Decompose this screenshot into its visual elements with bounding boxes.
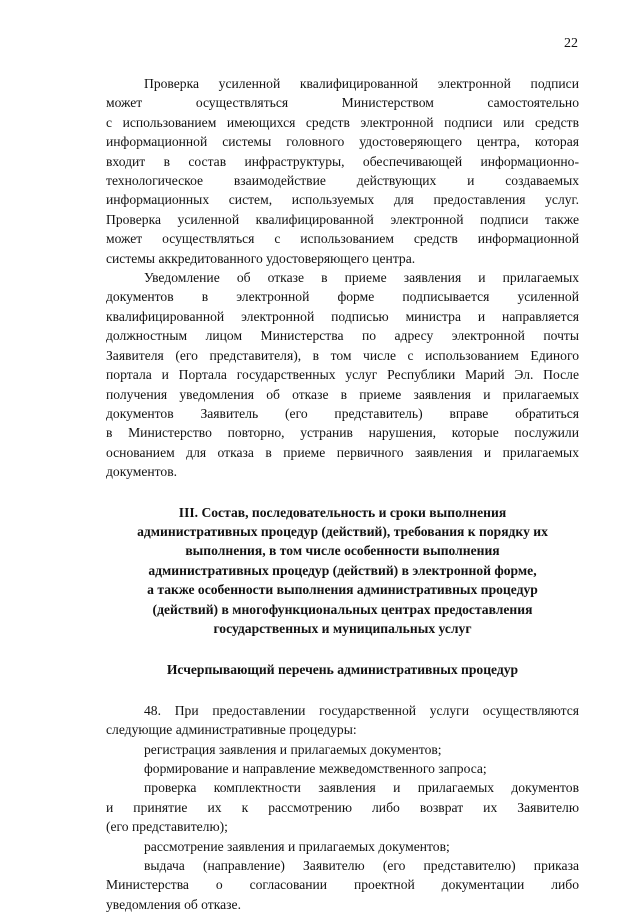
text-line: в Министерство повторно, устранив нарушения, которые послужили (106, 425, 579, 441)
heading-line: государственных и муниципальных услуг (213, 620, 472, 636)
text-line: (его представителю); (106, 819, 228, 835)
text-line: информационных систем, используемых для предоставления услуг. (106, 192, 579, 208)
text-line: должностным лицом Министерства по адресу электронной почты (106, 328, 579, 344)
heading-line: выполнения, в том числе особенности выполнения (185, 543, 500, 559)
text-line: выдача (направление) Заявителю (его представителю) приказа (144, 858, 579, 874)
section-heading (106, 503, 579, 639)
text-line: следующие административные процедуры: (106, 722, 357, 738)
text-line: рассмотрение заявления и прилагаемых документов; (144, 838, 450, 854)
procedure-item (106, 856, 579, 914)
heading-line: административных процедур (действий) в электронной форме, (148, 562, 537, 578)
text-line: получения уведомления об отказе в приеме заявления и прилагаемых (106, 386, 579, 402)
procedure-item (106, 759, 579, 778)
document-body (106, 74, 579, 914)
text-line: Уведомление об отказе в приеме заявления и прилагаемых (144, 270, 579, 286)
text-line: документов Заявитель (его представитель) вправе обратиться (106, 405, 579, 421)
text-line: системы аккредитованного удостоверяющего центра. (106, 250, 416, 266)
procedure-item (106, 837, 579, 856)
heading-line: (действий) в многофункциональных центрах предоставления (152, 601, 533, 617)
subsection-heading: Исчерпывающий перечень административных процедур (166, 662, 519, 678)
text-line: информационной системы головного удостоверяющего центра, которая (106, 134, 579, 150)
text-line: проверка комплектности заявления и прилагаемых документов (144, 780, 579, 796)
text-line: формирование и направление межведомственного запроса; (144, 761, 487, 776)
text-line: с использованием имеющихся средств электронной подписи или средств (106, 114, 579, 130)
text-line: и принятие их к рассмотрению либо возврат их Заявителю (106, 799, 579, 815)
text-line: портала и Портала государственных услуг Республики Марий Эл. После (106, 367, 579, 383)
text-line: основанием для отказа в приеме первичного заявления и прилагаемых (106, 444, 579, 460)
heading-line: а также особенности выполнения административных процедур (147, 582, 538, 598)
heading-line: III. Состав, последовательность и сроки выполнения (178, 504, 507, 520)
text-line: Министерства о согласовании проектной документации либо (106, 877, 579, 893)
procedure-item (106, 740, 579, 759)
text-line: может осуществляться с использованием средств информационной (106, 231, 579, 247)
page-number: 22 (564, 36, 578, 51)
text-line: может осуществляться Министерством самостоятельно (106, 95, 579, 111)
text-line: Проверка усиленной квалифицированной электронной подписи (144, 76, 579, 91)
text-line: входит в состав инфраструктуры, обеспечивающей информационно- (106, 153, 579, 169)
text-line: технологическое взаимодействие действующих и создаваемых (106, 173, 579, 189)
text-line: квалифицированной электронной подписью министра и направляется (106, 308, 579, 324)
paragraph-signature-verification (106, 74, 579, 268)
text-line: документов в электронной форме подписывается усиленной (106, 289, 579, 305)
procedure-item (106, 778, 579, 836)
paragraph-refusal-notice (106, 268, 579, 481)
text-line: Проверка усиленной квалифицированной электронной подписи также (106, 211, 579, 227)
text-line: регистрация заявления и прилагаемых документов; (144, 741, 442, 757)
text-line: документов. (106, 464, 178, 480)
text-line: Заявителя (его представителя), в том числе с использованием Единого (106, 347, 579, 363)
heading-line: административных процедур (действий), требования к порядку их (137, 523, 548, 539)
paragraph-48 (106, 701, 579, 740)
text-line: 48. При предоставлении государственной услуги осуществляются (144, 702, 579, 718)
text-line: уведомления об отказе. (106, 896, 241, 912)
